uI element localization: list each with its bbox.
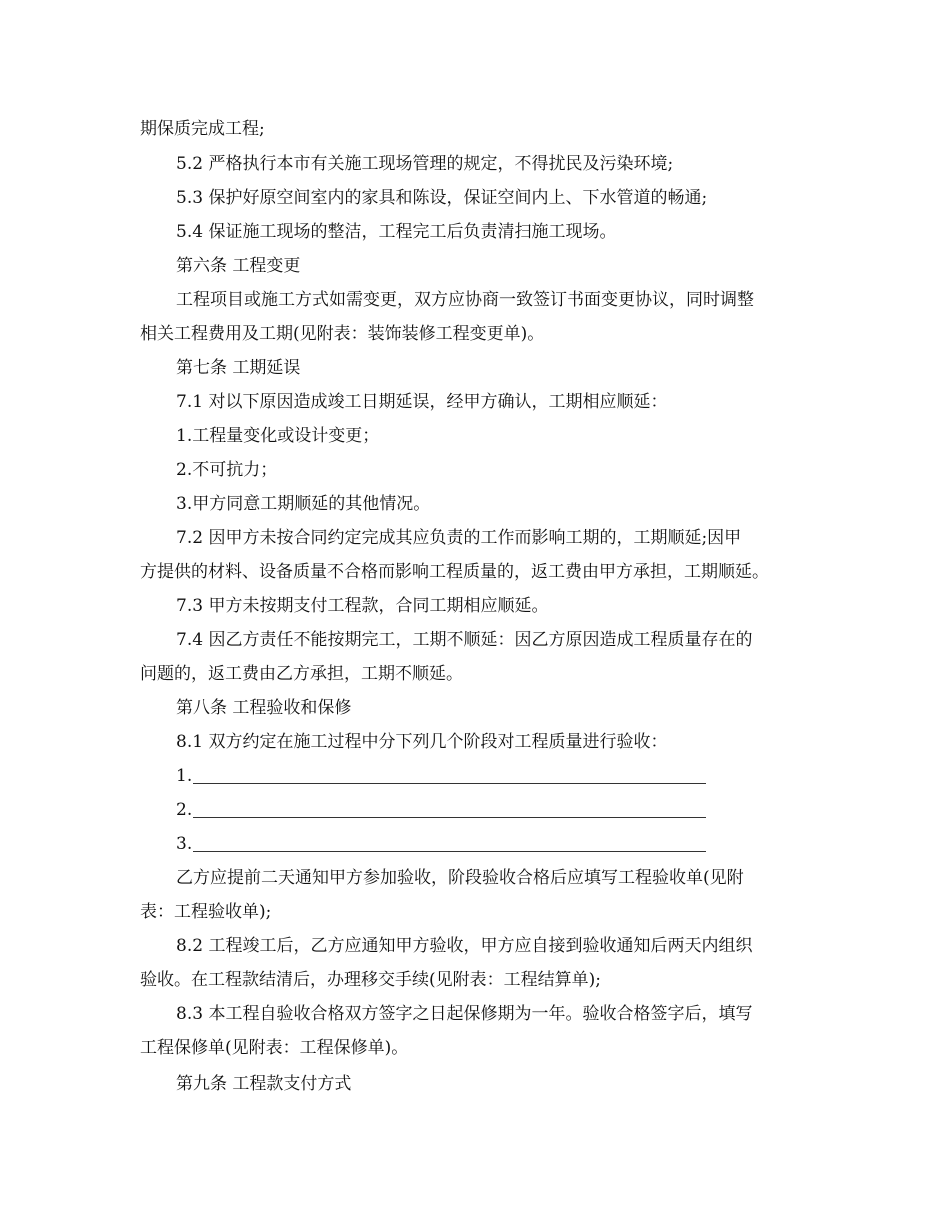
- article-9-heading: 第九条 工程款支付方式: [176, 1074, 352, 1094]
- clause-5-3: 5.3 保护好原空间室内的家具和陈设，保证空间内上、下水管道的畅通;: [176, 188, 708, 208]
- underline-rule: [193, 817, 706, 818]
- clause-5-2: 5.2 严格执行本市有关施工现场管理的规定，不得扰民及污染环境;: [176, 154, 674, 174]
- underline-rule: [193, 851, 706, 852]
- clause-7-4: 7.4 因乙方责任不能按期完工，工期不顺延：因乙方原因造成工程质量存在的: [176, 630, 753, 650]
- blank-line-1: [176, 765, 706, 787]
- blank-number: 3.: [176, 834, 193, 854]
- clause-8-2: 8.2 工程竣工后，乙方应通知甲方验收，甲方应自接到验收通知后两天内组织: [176, 936, 753, 956]
- blank-number: 2.: [176, 800, 193, 820]
- blank-line-3: [176, 833, 706, 855]
- clause-7-1: 7.1 对以下原因造成竣工日期延误，经甲方确认，工期相应顺延：: [176, 392, 668, 412]
- blank-number: 1.: [176, 766, 193, 786]
- clause-8-1: 8.1 双方约定在施工过程中分下列几个阶段对工程质量进行验收：: [176, 732, 668, 752]
- paragraph-line: 工程项目或施工方式如需变更，双方应协商一致签订书面变更协议，同时调整: [176, 290, 754, 310]
- clause-5-4: 5.4 保证施工现场的整洁，工程完工后负责清扫施工现场。: [176, 222, 617, 242]
- blank-line-2: [176, 799, 706, 821]
- article-7-heading: 第七条 工期延误: [176, 358, 301, 378]
- paragraph-line: 问题的，返工费由乙方承担，工期不顺延。: [140, 664, 463, 684]
- list-item: 3.甲方同意工期顺延的其他情况。: [176, 494, 431, 514]
- paragraph-line: 验收。在工程款结清后，办理移交手续(见附表：工程结算单);: [140, 970, 601, 990]
- paragraph-line: 乙方应提前二天通知甲方参加验收，阶段验收合格后应填写工程验收单(见附: [176, 868, 744, 888]
- paragraph-line: 相关工程费用及工期(见附表：装饰装修工程变更单)。: [140, 324, 545, 344]
- clause-8-3: 8.3 本工程自验收合格双方签字之日起保修期为一年。验收合格签字后，填写: [176, 1004, 753, 1024]
- underline-rule: [193, 783, 706, 784]
- list-item: 2.不可抗力；: [176, 460, 278, 480]
- clause-7-3: 7.3 甲方未按期支付工程款，合同工期相应顺延。: [176, 596, 549, 616]
- clause-7-2: 7.2 因甲方未按合同约定完成其应负责的工作而影响工期的，工期顺延;因甲: [176, 528, 742, 548]
- list-item: 1.工程量变化或设计变更；: [176, 426, 380, 446]
- paragraph-line: 期保质完成工程;: [140, 119, 265, 139]
- article-8-heading: 第八条 工程验收和保修: [176, 698, 352, 718]
- article-6-heading: 第六条 工程变更: [176, 256, 301, 276]
- paragraph-line: 方提供的材料、设备质量不合格而影响工程质量的，返工费由甲方承担，工期顺延。: [140, 562, 769, 582]
- paragraph-line: 表：工程验收单);: [140, 902, 272, 922]
- paragraph-line: 工程保修单(见附表：工程保修单)。: [140, 1038, 409, 1058]
